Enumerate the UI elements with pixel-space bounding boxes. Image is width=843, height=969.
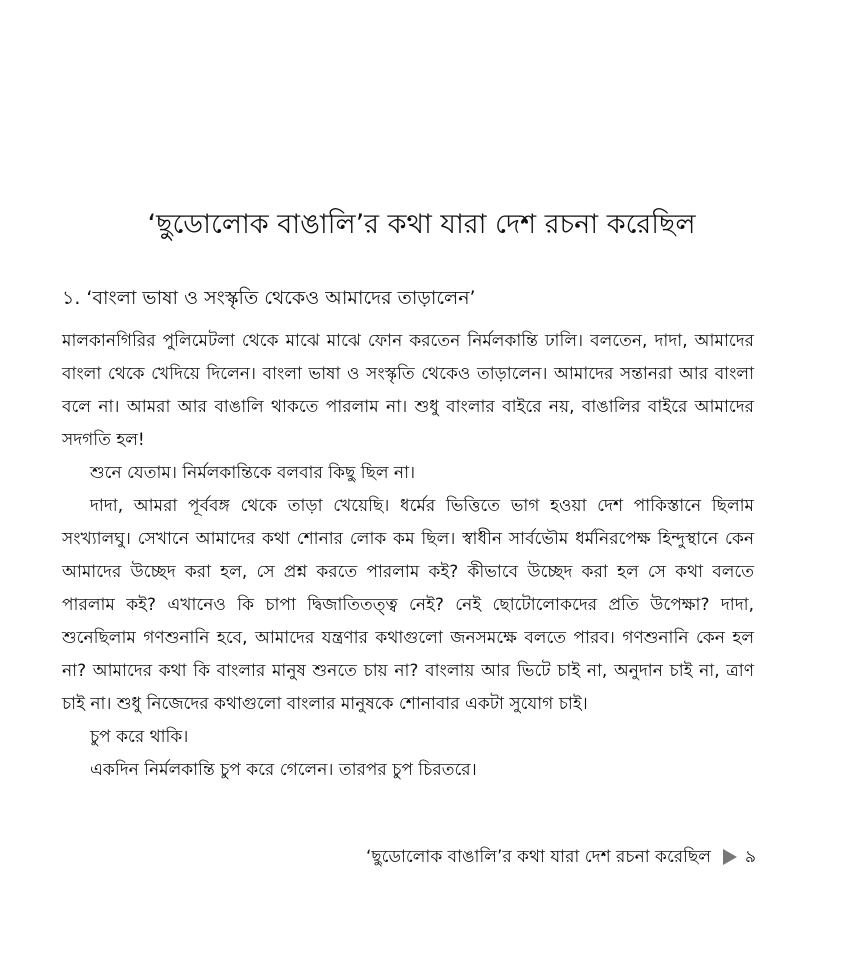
- paragraph-1: মালকানগিরির পুলিমেটলা থেকে মাঝে মাঝে ফোন করতেন নির্মলকান্তি ঢালি। বলতেন, দাদা, আমাদের বাংলা থেকে খেদিয়ে দিলেন। বাংলা ভাষা ও সংস্কৃতি থেকেও তাড়ালেন। আমাদের সন্তানরা আর বাংলা বলে না। আমরা আর বাঙালি থাকতে পারলাম না। শুধু বাংলার বাইরে নয়, বাঙালির বাইরে আমাদের সদগতি হল!: [62, 331, 754, 450]
- paragraph-5: একদিন নির্মলকান্তি চুপ করে গেলেন। তারপর চুপ চিরতরে।: [90, 760, 477, 780]
- paragraph-2: শুনে যেতাম। নির্মলকান্তিকে বলবার কিছু ছিল না।: [90, 463, 416, 483]
- paragraph-3: দাদা, আমরা পূর্ববঙ্গ থেকে তাড়া খেয়েছি। ধর্মের ভিত্তিতে ভাগ হওয়া দেশ পাকিস্তানে ছিলাম সংখ্যালঘু। সেখানে আমাদের কথা শোনার লোক কম ছিল। স্বাধীন সার্বভৌম ধর্মনিরপেক্ষ হিন্দুস্থানে কেন আমাদের উচ্ছেদ করা হল, সে প্রশ্ন করতে পারলাম কই? কীভাবে উচ্ছেদ করা হল সে কথা বলতে পারলাম কই? এখানেও কি চাপা দ্বিজাতিতত্ত্ব নেই? নেই ছোটোলোকদের প্রতি উপেক্ষা? দাদা, শুনেছিলাম গণশুনানি হবে, আমাদের যন্ত্রণার কথাগুলো জনসমক্ষে বলতে পারব। গণশুনানি কেন হল না? আমাদের কথা কি বাংলার মানুষ শুনতে চায় না? বাংলায় আর ভিটে চাই না, অনুদান চাই না, ত্রাণ চাই না। শুধু নিজেদের কথাগুলো বাংলার মানুষকে শোনাবার একটা সুযোগ চাই।: [62, 496, 754, 714]
- section-heading: ১. ‘বাংলা ভাষা ও সংস্কৃতি থেকেও আমাদের তাড়ালেন’: [62, 287, 476, 309]
- chapter-title: ‘ছুডোলোক বাঙালি’র কথা যারা দেশ রচনা করেছিল: [147, 209, 696, 240]
- paragraph-4: চুপ করে থাকি।: [90, 727, 189, 747]
- page-number: ৯: [744, 847, 756, 867]
- body-text: [62, 325, 754, 787]
- right-triangle-icon: [723, 849, 737, 865]
- footer-running-title: ‘ছুডোলোক বাঙালি’র কথা যারা দেশ রচনা করেছিল: [365, 847, 711, 867]
- running-footer: [366, 842, 756, 872]
